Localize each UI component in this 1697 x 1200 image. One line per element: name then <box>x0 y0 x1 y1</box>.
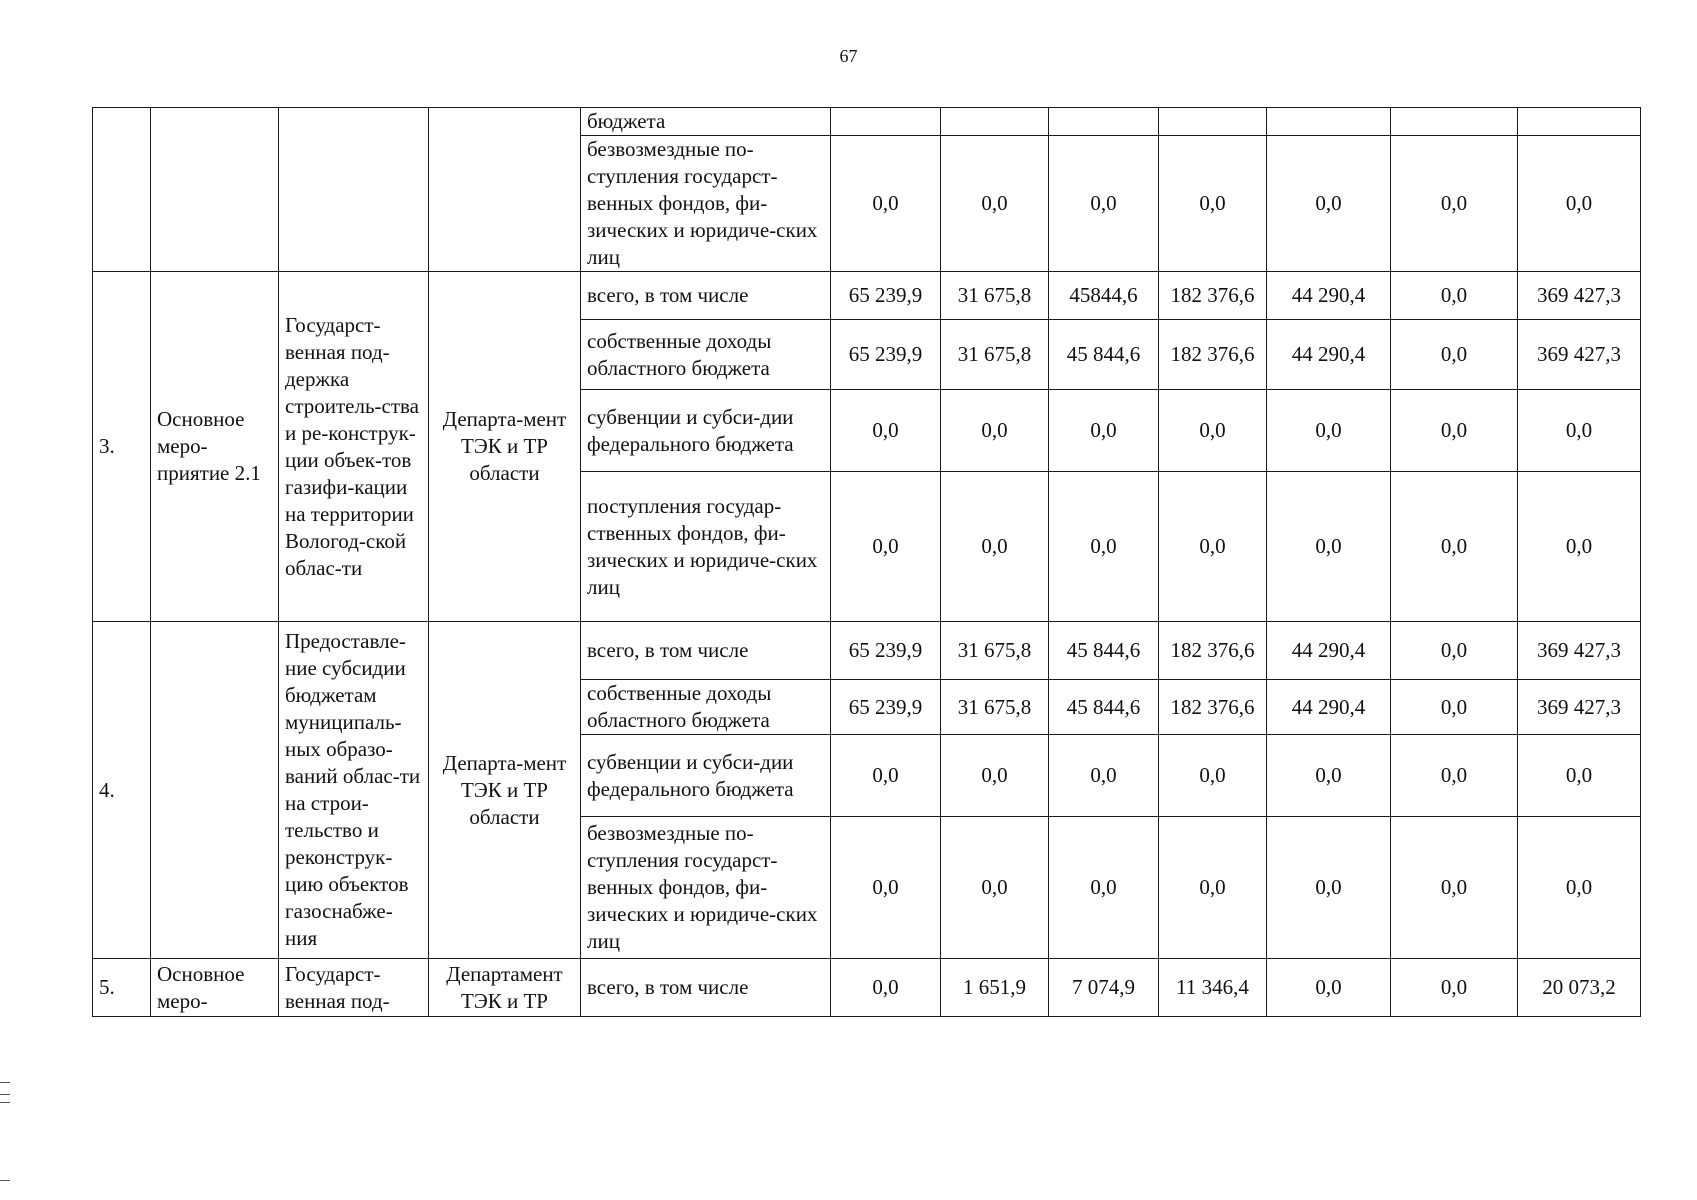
amount-cell <box>941 108 1049 136</box>
amount-cell: 45 844,6 <box>1049 320 1159 390</box>
amount-cell: 182 376,6 <box>1159 622 1267 680</box>
item-department <box>429 108 581 272</box>
margin-mark <box>0 1082 10 1083</box>
item-title: Предоставле-ние субсидии бюджетам муниципаль-ных образо-ваний облас-ти на строи-тельство и реконструк-цию объектов газоснабже-ния <box>279 622 429 959</box>
page-number: 67 <box>839 46 858 66</box>
amount-cell: 0,0 <box>941 735 1049 817</box>
amount-cell <box>1049 108 1159 136</box>
item-number: 3. <box>93 272 151 622</box>
amount-cell: 44 290,4 <box>1267 320 1391 390</box>
amount-cell: 0,0 <box>831 390 941 472</box>
amount-cell: 31 675,8 <box>941 622 1049 680</box>
amount-cell: 0,0 <box>1159 136 1267 272</box>
amount-cell: 0,0 <box>1518 472 1641 622</box>
amount-cell: 0,0 <box>1049 136 1159 272</box>
funding-source: собственные доходы областного бюджета <box>581 680 831 735</box>
amount-cell: 44 290,4 <box>1267 622 1391 680</box>
amount-cell <box>831 108 941 136</box>
amount-cell: 0,0 <box>1267 136 1391 272</box>
table-body <box>93 108 1641 1017</box>
funding-source: всего, в том числе <box>581 272 831 320</box>
amount-cell: 0,0 <box>1391 680 1518 735</box>
amount-cell: 0,0 <box>1391 735 1518 817</box>
amount-cell: 0,0 <box>831 959 941 1017</box>
funding-source: поступления государ-ственных фондов, фи-зических и юридиче-ских лиц <box>581 472 831 622</box>
funding-source: субвенции и субси-дии федерального бюджета <box>581 390 831 472</box>
amount-cell: 65 239,9 <box>831 272 941 320</box>
amount-cell: 0,0 <box>1391 959 1518 1017</box>
amount-cell: 0,0 <box>1267 390 1391 472</box>
amount-cell <box>1267 108 1391 136</box>
table-row <box>93 108 1641 136</box>
funding-source: безвозмездные по-ступления государст-венных фондов, фи-зических и юридиче-ских лиц <box>581 136 831 272</box>
funding-source: всего, в том числе <box>581 959 831 1017</box>
table-row <box>93 622 1641 680</box>
amount-cell: 0,0 <box>1049 472 1159 622</box>
amount-cell: 45844,6 <box>1049 272 1159 320</box>
amount-cell: 44 290,4 <box>1267 680 1391 735</box>
amount-cell: 0,0 <box>1391 320 1518 390</box>
amount-cell: 0,0 <box>1518 735 1641 817</box>
funding-source: бюджета <box>581 108 831 136</box>
item-kind: Основное меро- <box>151 959 279 1017</box>
amount-cell <box>1159 108 1267 136</box>
amount-cell: 31 675,8 <box>941 272 1049 320</box>
amount-cell: 0,0 <box>941 817 1049 959</box>
amount-cell: 369 427,3 <box>1518 320 1641 390</box>
amount-cell: 182 376,6 <box>1159 680 1267 735</box>
item-title <box>279 108 429 272</box>
amount-cell: 0,0 <box>1267 735 1391 817</box>
item-number <box>93 108 151 272</box>
amount-cell: 44 290,4 <box>1267 272 1391 320</box>
table-row <box>93 272 1641 320</box>
amount-cell: 182 376,6 <box>1159 272 1267 320</box>
margin-mark <box>0 1094 10 1095</box>
amount-cell: 0,0 <box>1049 817 1159 959</box>
amount-cell: 369 427,3 <box>1518 680 1641 735</box>
funding-source: безвозмездные по-ступления государст-венных фондов, фи-зических и юридиче-ских лиц <box>581 817 831 959</box>
amount-cell <box>1391 108 1518 136</box>
amount-cell: 0,0 <box>941 472 1049 622</box>
amount-cell: 0,0 <box>1391 136 1518 272</box>
funding-source: собственные доходы областного бюджета <box>581 320 831 390</box>
budget-table <box>92 107 1641 1017</box>
amount-cell: 0,0 <box>1049 735 1159 817</box>
margin-mark <box>0 1102 10 1103</box>
amount-cell: 0,0 <box>1159 817 1267 959</box>
amount-cell: 0,0 <box>831 817 941 959</box>
amount-cell: 20 073,2 <box>1518 959 1641 1017</box>
amount-cell <box>1518 108 1641 136</box>
amount-cell: 369 427,3 <box>1518 272 1641 320</box>
amount-cell: 0,0 <box>1518 136 1641 272</box>
funding-source: всего, в том числе <box>581 622 831 680</box>
item-kind <box>151 108 279 272</box>
funding-source: субвенции и субси-дии федерального бюджета <box>581 735 831 817</box>
amount-cell: 0,0 <box>1159 472 1267 622</box>
amount-cell: 0,0 <box>831 735 941 817</box>
amount-cell: 0,0 <box>941 136 1049 272</box>
amount-cell: 369 427,3 <box>1518 622 1641 680</box>
amount-cell: 31 675,8 <box>941 680 1049 735</box>
item-number: 5. <box>93 959 151 1017</box>
amount-cell: 1 651,9 <box>941 959 1049 1017</box>
amount-cell: 7 074,9 <box>1049 959 1159 1017</box>
margin-mark <box>0 1180 10 1181</box>
amount-cell: 0,0 <box>831 472 941 622</box>
amount-cell: 65 239,9 <box>831 320 941 390</box>
item-kind <box>151 622 279 959</box>
amount-cell: 11 346,4 <box>1159 959 1267 1017</box>
amount-cell: 31 675,8 <box>941 320 1049 390</box>
amount-cell: 0,0 <box>1267 817 1391 959</box>
amount-cell: 0,0 <box>1391 472 1518 622</box>
item-title: Государст-венная под-держка строитель-ства и ре-конструк-ции объек-тов газифи-кации на территории Вологод-ской облас-ти <box>279 272 429 622</box>
amount-cell: 0,0 <box>1049 390 1159 472</box>
item-department: Департа-мент ТЭК и ТР области <box>429 622 581 959</box>
amount-cell: 0,0 <box>1267 472 1391 622</box>
item-title: Государст-венная под- <box>279 959 429 1017</box>
amount-cell: 0,0 <box>1518 390 1641 472</box>
table-row <box>93 959 1641 1017</box>
item-department: Департамент ТЭК и ТР <box>429 959 581 1017</box>
amount-cell: 0,0 <box>1159 390 1267 472</box>
item-number: 4. <box>93 622 151 959</box>
amount-cell: 182 376,6 <box>1159 320 1267 390</box>
amount-cell: 0,0 <box>1518 817 1641 959</box>
amount-cell: 65 239,9 <box>831 622 941 680</box>
amount-cell: 45 844,6 <box>1049 622 1159 680</box>
amount-cell: 0,0 <box>1391 817 1518 959</box>
amount-cell: 45 844,6 <box>1049 680 1159 735</box>
amount-cell: 0,0 <box>1391 622 1518 680</box>
amount-cell: 65 239,9 <box>831 680 941 735</box>
amount-cell: 0,0 <box>1391 390 1518 472</box>
amount-cell: 0,0 <box>941 390 1049 472</box>
item-kind: Основное меро-приятие 2.1 <box>151 272 279 622</box>
amount-cell: 0,0 <box>1267 959 1391 1017</box>
amount-cell: 0,0 <box>1391 272 1518 320</box>
amount-cell: 0,0 <box>1159 735 1267 817</box>
item-department: Департа-мент ТЭК и ТР области <box>429 272 581 622</box>
amount-cell: 0,0 <box>831 136 941 272</box>
